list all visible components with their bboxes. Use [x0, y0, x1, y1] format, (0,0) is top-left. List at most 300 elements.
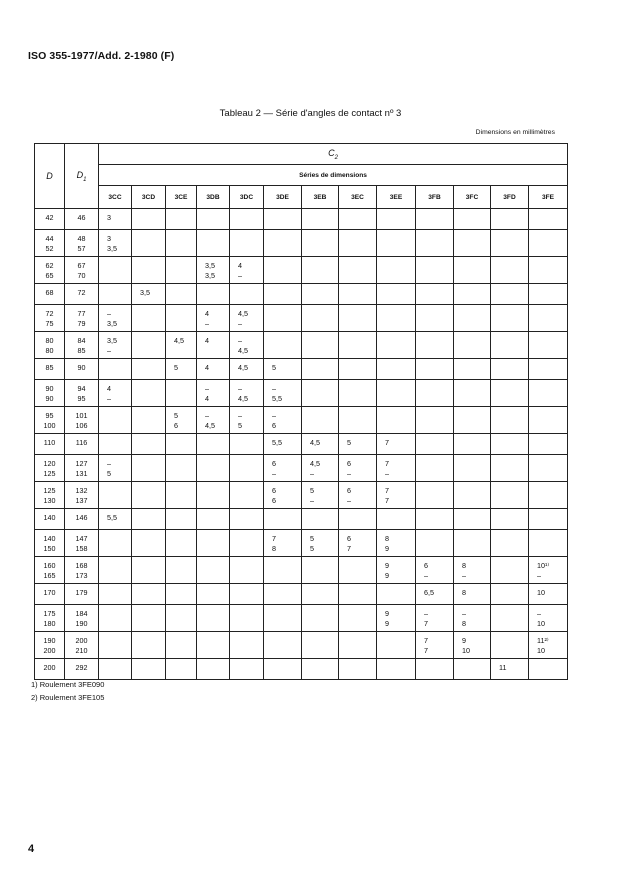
cell-line: 200: [75, 636, 88, 645]
cell-line: 140: [43, 534, 56, 543]
cell-line: 6: [272, 495, 276, 505]
cell-value: [264, 455, 302, 482]
cell-value: [416, 455, 454, 482]
cell-value: [339, 659, 377, 680]
table-row: [35, 380, 568, 407]
table-body: [35, 209, 568, 680]
cell-value: [529, 659, 568, 680]
cell-value: [230, 434, 264, 455]
cell-value: [302, 305, 339, 332]
cell-d: [35, 305, 65, 332]
table-row: [35, 407, 568, 434]
cell-line: –: [272, 411, 276, 420]
series-code-header: 3FB: [416, 186, 454, 209]
cell-value: [230, 509, 264, 530]
cell-value: [454, 659, 491, 680]
cell-line: 6: [272, 486, 276, 495]
cell-line: 175: [43, 609, 56, 618]
cell-line: 3,5: [107, 318, 117, 328]
cell-value: [132, 209, 166, 230]
cell-value: [302, 584, 339, 605]
header-d1-label: D: [76, 169, 84, 180]
cell-value: [132, 557, 166, 584]
cell-line: 8: [462, 618, 466, 628]
cell-value: [454, 284, 491, 305]
cell-value: 4: [197, 332, 230, 359]
cell-value: [132, 455, 166, 482]
cell-value: [132, 257, 166, 284]
cell-value: [197, 557, 230, 584]
cell-value: [197, 434, 230, 455]
cell-value: [132, 332, 166, 359]
cell-line: 3: [107, 234, 111, 243]
cell-line: 70: [77, 270, 86, 280]
cell-value: [99, 305, 132, 332]
cell-line: –: [462, 570, 466, 580]
cell-value: 5: [339, 434, 377, 455]
cell-line: 165: [43, 570, 56, 580]
cell-d: 42: [35, 209, 65, 230]
cell-value: [132, 407, 166, 434]
footnote-1: 1) Roulement 3FE090: [31, 680, 105, 689]
cell-line: –: [347, 495, 351, 505]
cell-value: [377, 482, 416, 509]
cell-d1: [65, 482, 99, 509]
cell-value: [529, 557, 568, 584]
cell-line: 4: [205, 309, 209, 318]
cell-value: [416, 632, 454, 659]
cell-value: [416, 434, 454, 455]
cell-line: 3,5: [107, 336, 117, 345]
cell-value: [166, 407, 197, 434]
cell-value: 4,5: [230, 359, 264, 380]
cell-d: [35, 557, 65, 584]
cell-value: 11: [491, 659, 529, 680]
table-row: [35, 482, 568, 509]
cell-value: [416, 407, 454, 434]
cell-value: [529, 284, 568, 305]
cell-value: [302, 557, 339, 584]
cell-line: 10: [462, 645, 470, 655]
cell-value: [230, 482, 264, 509]
cell-value: 7: [377, 434, 416, 455]
table-row: [35, 509, 568, 530]
cell-value: [99, 482, 132, 509]
cell-line: 150: [43, 543, 56, 553]
cell-value: [529, 605, 568, 632]
cell-d: [35, 230, 65, 257]
series-code-header: 3DC: [230, 186, 264, 209]
cell-value: [302, 482, 339, 509]
cell-line: 130: [43, 495, 56, 505]
cell-value: [302, 209, 339, 230]
cell-d: [35, 530, 65, 557]
cell-value: [416, 509, 454, 530]
cell-line: 6: [272, 459, 276, 468]
cell-d: [35, 605, 65, 632]
cell-d1: [65, 257, 99, 284]
cell-value: [491, 332, 529, 359]
cell-value: [99, 632, 132, 659]
cell-line: 9: [462, 636, 466, 645]
cell-value: [416, 530, 454, 557]
cell-value: [264, 584, 302, 605]
cell-line: –: [107, 459, 111, 468]
cell-value: 10: [529, 584, 568, 605]
cell-d1: 90: [65, 359, 99, 380]
cell-value: [377, 284, 416, 305]
cell-line: 190: [75, 618, 88, 628]
cell-value: [166, 230, 197, 257]
cell-line: 65: [45, 270, 54, 280]
cell-line: –: [205, 318, 209, 328]
cell-value: [339, 209, 377, 230]
cell-line: 4: [238, 261, 242, 270]
cell-value: [302, 632, 339, 659]
cell-value: [99, 659, 132, 680]
cell-value: [197, 305, 230, 332]
cell-value: [302, 332, 339, 359]
cell-line: 4,5: [238, 393, 248, 403]
cell-line: 5: [238, 420, 242, 430]
series-code-header: 3DB: [197, 186, 230, 209]
series-code-header: 3CC: [99, 186, 132, 209]
cell-value: [377, 305, 416, 332]
cell-value: [302, 509, 339, 530]
cell-line: 190: [43, 636, 56, 645]
cell-value: [264, 509, 302, 530]
cell-line: 168: [75, 561, 88, 570]
cell-value: [132, 632, 166, 659]
cell-line: 90: [45, 384, 54, 393]
document-header: ISO 355-1977/Add. 2-1980 (F): [28, 50, 175, 62]
cell-d1: [65, 557, 99, 584]
cell-d: 200: [35, 659, 65, 680]
cell-value: [230, 455, 264, 482]
cell-value: [491, 632, 529, 659]
cell-value: [166, 257, 197, 284]
cell-d1: [65, 407, 99, 434]
cell-line: 200: [43, 645, 56, 655]
series-code-row: [35, 186, 568, 209]
cell-line: 3,5: [107, 243, 117, 253]
cell-value: [99, 434, 132, 455]
cell-value: [166, 632, 197, 659]
cell-line: 4,5: [310, 459, 320, 468]
cell-line: 101: [75, 411, 88, 420]
cell-value: [197, 230, 230, 257]
table-row: [35, 230, 568, 257]
cell-line: 5: [174, 411, 178, 420]
cell-line: 11²⁾: [537, 636, 549, 645]
cell-value: [132, 434, 166, 455]
cell-value: [454, 257, 491, 284]
cell-value: [454, 407, 491, 434]
cell-d: [35, 482, 65, 509]
cell-value: [230, 230, 264, 257]
cell-value: [339, 584, 377, 605]
cell-line: 5: [310, 486, 314, 495]
cell-value: [339, 605, 377, 632]
cell-value: [416, 359, 454, 380]
cell-line: 80: [45, 336, 54, 345]
series-code-header: 3FC: [454, 186, 491, 209]
cell-line: 10: [537, 645, 545, 655]
cell-value: 4: [197, 359, 230, 380]
cell-line: 8: [462, 561, 466, 570]
cell-value: [454, 455, 491, 482]
cell-value: [529, 509, 568, 530]
cell-value: [377, 230, 416, 257]
cell-line: –: [205, 411, 209, 420]
series-code-header: 3DE: [264, 186, 302, 209]
cell-d: 170: [35, 584, 65, 605]
cell-line: 6: [347, 486, 351, 495]
cell-value: [339, 509, 377, 530]
header-d: D: [35, 144, 65, 209]
header-d1-subscript: 1: [83, 176, 87, 183]
cell-value: [491, 605, 529, 632]
cell-value: [416, 230, 454, 257]
series-code-header: 3CD: [132, 186, 166, 209]
cell-value: 5,5: [264, 434, 302, 455]
cell-value: [491, 305, 529, 332]
cell-value: 5: [166, 359, 197, 380]
cell-line: 9: [385, 543, 389, 553]
cell-line: 5: [310, 534, 314, 543]
cell-value: [491, 584, 529, 605]
cell-value: [166, 434, 197, 455]
cell-value: [99, 284, 132, 305]
cell-line: 8: [385, 534, 389, 543]
cell-line: 77: [77, 309, 86, 318]
cell-value: [197, 209, 230, 230]
cell-line: 57: [77, 243, 86, 253]
header-series: Séries de dimensions: [99, 165, 568, 186]
cell-line: 160: [43, 561, 56, 570]
cell-line: 184: [75, 609, 88, 618]
header-c2-label: C: [328, 147, 335, 158]
cell-value: [416, 659, 454, 680]
cell-line: 4,5: [205, 420, 215, 430]
cell-value: [166, 605, 197, 632]
cell-value: [377, 557, 416, 584]
cell-d1: 179: [65, 584, 99, 605]
cell-value: [529, 434, 568, 455]
cell-value: 3,5: [132, 284, 166, 305]
cell-value: [264, 605, 302, 632]
cell-value: [339, 557, 377, 584]
cell-line: –: [537, 570, 541, 580]
cell-line: 9: [385, 570, 389, 580]
cell-value: [454, 509, 491, 530]
cell-value: [339, 455, 377, 482]
cell-value: [491, 434, 529, 455]
cell-value: [230, 380, 264, 407]
cell-line: –: [238, 411, 242, 420]
cell-value: [339, 530, 377, 557]
cell-value: [454, 359, 491, 380]
cell-value: [377, 380, 416, 407]
cell-value: 5,5: [99, 509, 132, 530]
cell-d: 85: [35, 359, 65, 380]
table-row: [35, 659, 568, 680]
table-row: [35, 557, 568, 584]
cell-value: [491, 509, 529, 530]
cell-line: 7: [424, 636, 428, 645]
cell-line: 125: [43, 486, 56, 495]
cell-value: [454, 605, 491, 632]
cell-value: [377, 257, 416, 284]
page-number: 4: [28, 843, 35, 855]
table-row: [35, 284, 568, 305]
cell-value: [166, 305, 197, 332]
cell-value: [264, 530, 302, 557]
cell-line: –: [238, 318, 242, 328]
cell-value: [339, 380, 377, 407]
cell-value: [491, 284, 529, 305]
cell-value: [264, 659, 302, 680]
cell-value: [99, 455, 132, 482]
cell-value: [264, 284, 302, 305]
dimensions-table: [34, 143, 568, 680]
cell-line: 9: [385, 561, 389, 570]
cell-value: [166, 584, 197, 605]
cell-value: 3: [99, 209, 132, 230]
cell-value: [230, 632, 264, 659]
cell-d1: 292: [65, 659, 99, 680]
cell-line: 6: [174, 420, 178, 430]
cell-value: [491, 359, 529, 380]
cell-d: [35, 257, 65, 284]
cell-value: [454, 557, 491, 584]
cell-d: [35, 407, 65, 434]
cell-line: –: [107, 309, 111, 318]
cell-value: [339, 407, 377, 434]
cell-line: –: [238, 384, 242, 393]
cell-value: [264, 305, 302, 332]
cell-line: –: [238, 336, 242, 345]
cell-value: [377, 509, 416, 530]
cell-value: [197, 605, 230, 632]
cell-value: [230, 530, 264, 557]
cell-value: [454, 380, 491, 407]
cell-value: [230, 407, 264, 434]
table-row: [35, 584, 568, 605]
cell-line: 7: [424, 645, 428, 655]
cell-value: [491, 407, 529, 434]
cell-line: 72: [45, 309, 54, 318]
cell-value: [454, 332, 491, 359]
cell-value: [230, 305, 264, 332]
cell-line: 44: [45, 234, 54, 243]
cell-value: [529, 209, 568, 230]
cell-d1: [65, 380, 99, 407]
cell-value: [99, 584, 132, 605]
cell-value: [491, 482, 529, 509]
cell-line: 210: [75, 645, 88, 655]
cell-value: [529, 257, 568, 284]
cell-value: [99, 380, 132, 407]
cell-value: [339, 230, 377, 257]
cell-value: [230, 659, 264, 680]
cell-line: 7: [424, 618, 428, 628]
cell-value: [132, 380, 166, 407]
cell-value: [416, 209, 454, 230]
cell-line: 173: [75, 570, 88, 580]
table-row: [35, 530, 568, 557]
cell-line: 6: [347, 534, 351, 543]
cell-value: [264, 632, 302, 659]
cell-value: [529, 380, 568, 407]
cell-d1: [65, 230, 99, 257]
cell-value: [132, 509, 166, 530]
cell-d1: 116: [65, 434, 99, 455]
cell-line: 52: [45, 243, 54, 253]
cell-line: 85: [77, 345, 86, 355]
cell-line: –: [310, 495, 314, 505]
cell-line: 5: [107, 468, 111, 478]
cell-value: 4,5: [166, 332, 197, 359]
cell-value: [132, 359, 166, 380]
cell-value: [302, 359, 339, 380]
cell-value: [166, 482, 197, 509]
header-c2: [99, 144, 568, 165]
cell-value: [197, 284, 230, 305]
table-row: [35, 359, 568, 380]
cell-value: [264, 209, 302, 230]
cell-line: 3,5: [205, 261, 215, 270]
cell-value: [230, 332, 264, 359]
cell-value: [416, 482, 454, 509]
cell-value: [491, 230, 529, 257]
cell-value: [454, 530, 491, 557]
cell-line: –: [347, 468, 351, 478]
cell-line: 7: [385, 495, 389, 505]
cell-value: [197, 257, 230, 284]
cell-d: [35, 380, 65, 407]
cell-value: [339, 305, 377, 332]
cell-line: 8: [272, 543, 276, 553]
cell-value: [264, 557, 302, 584]
cell-value: [339, 284, 377, 305]
cell-value: [166, 455, 197, 482]
cell-line: –: [272, 384, 276, 393]
cell-value: [416, 257, 454, 284]
table-row: [35, 632, 568, 659]
cell-value: [230, 584, 264, 605]
cell-value: [416, 332, 454, 359]
cell-line: –: [205, 384, 209, 393]
cell-value: [454, 209, 491, 230]
cell-line: 10: [537, 618, 545, 628]
cell-value: 8: [454, 584, 491, 605]
cell-value: [166, 380, 197, 407]
cell-d: 140: [35, 509, 65, 530]
series-code-header: 3EB: [302, 186, 339, 209]
cell-d1: 72: [65, 284, 99, 305]
cell-value: [416, 284, 454, 305]
cell-line: –: [272, 468, 276, 478]
cell-d1: [65, 632, 99, 659]
cell-line: 158: [75, 543, 88, 553]
cell-value: [529, 455, 568, 482]
cell-line: –: [537, 609, 541, 618]
table-container: [34, 143, 568, 680]
cell-value: [377, 659, 416, 680]
cell-line: 7: [385, 459, 389, 468]
cell-value: [529, 407, 568, 434]
